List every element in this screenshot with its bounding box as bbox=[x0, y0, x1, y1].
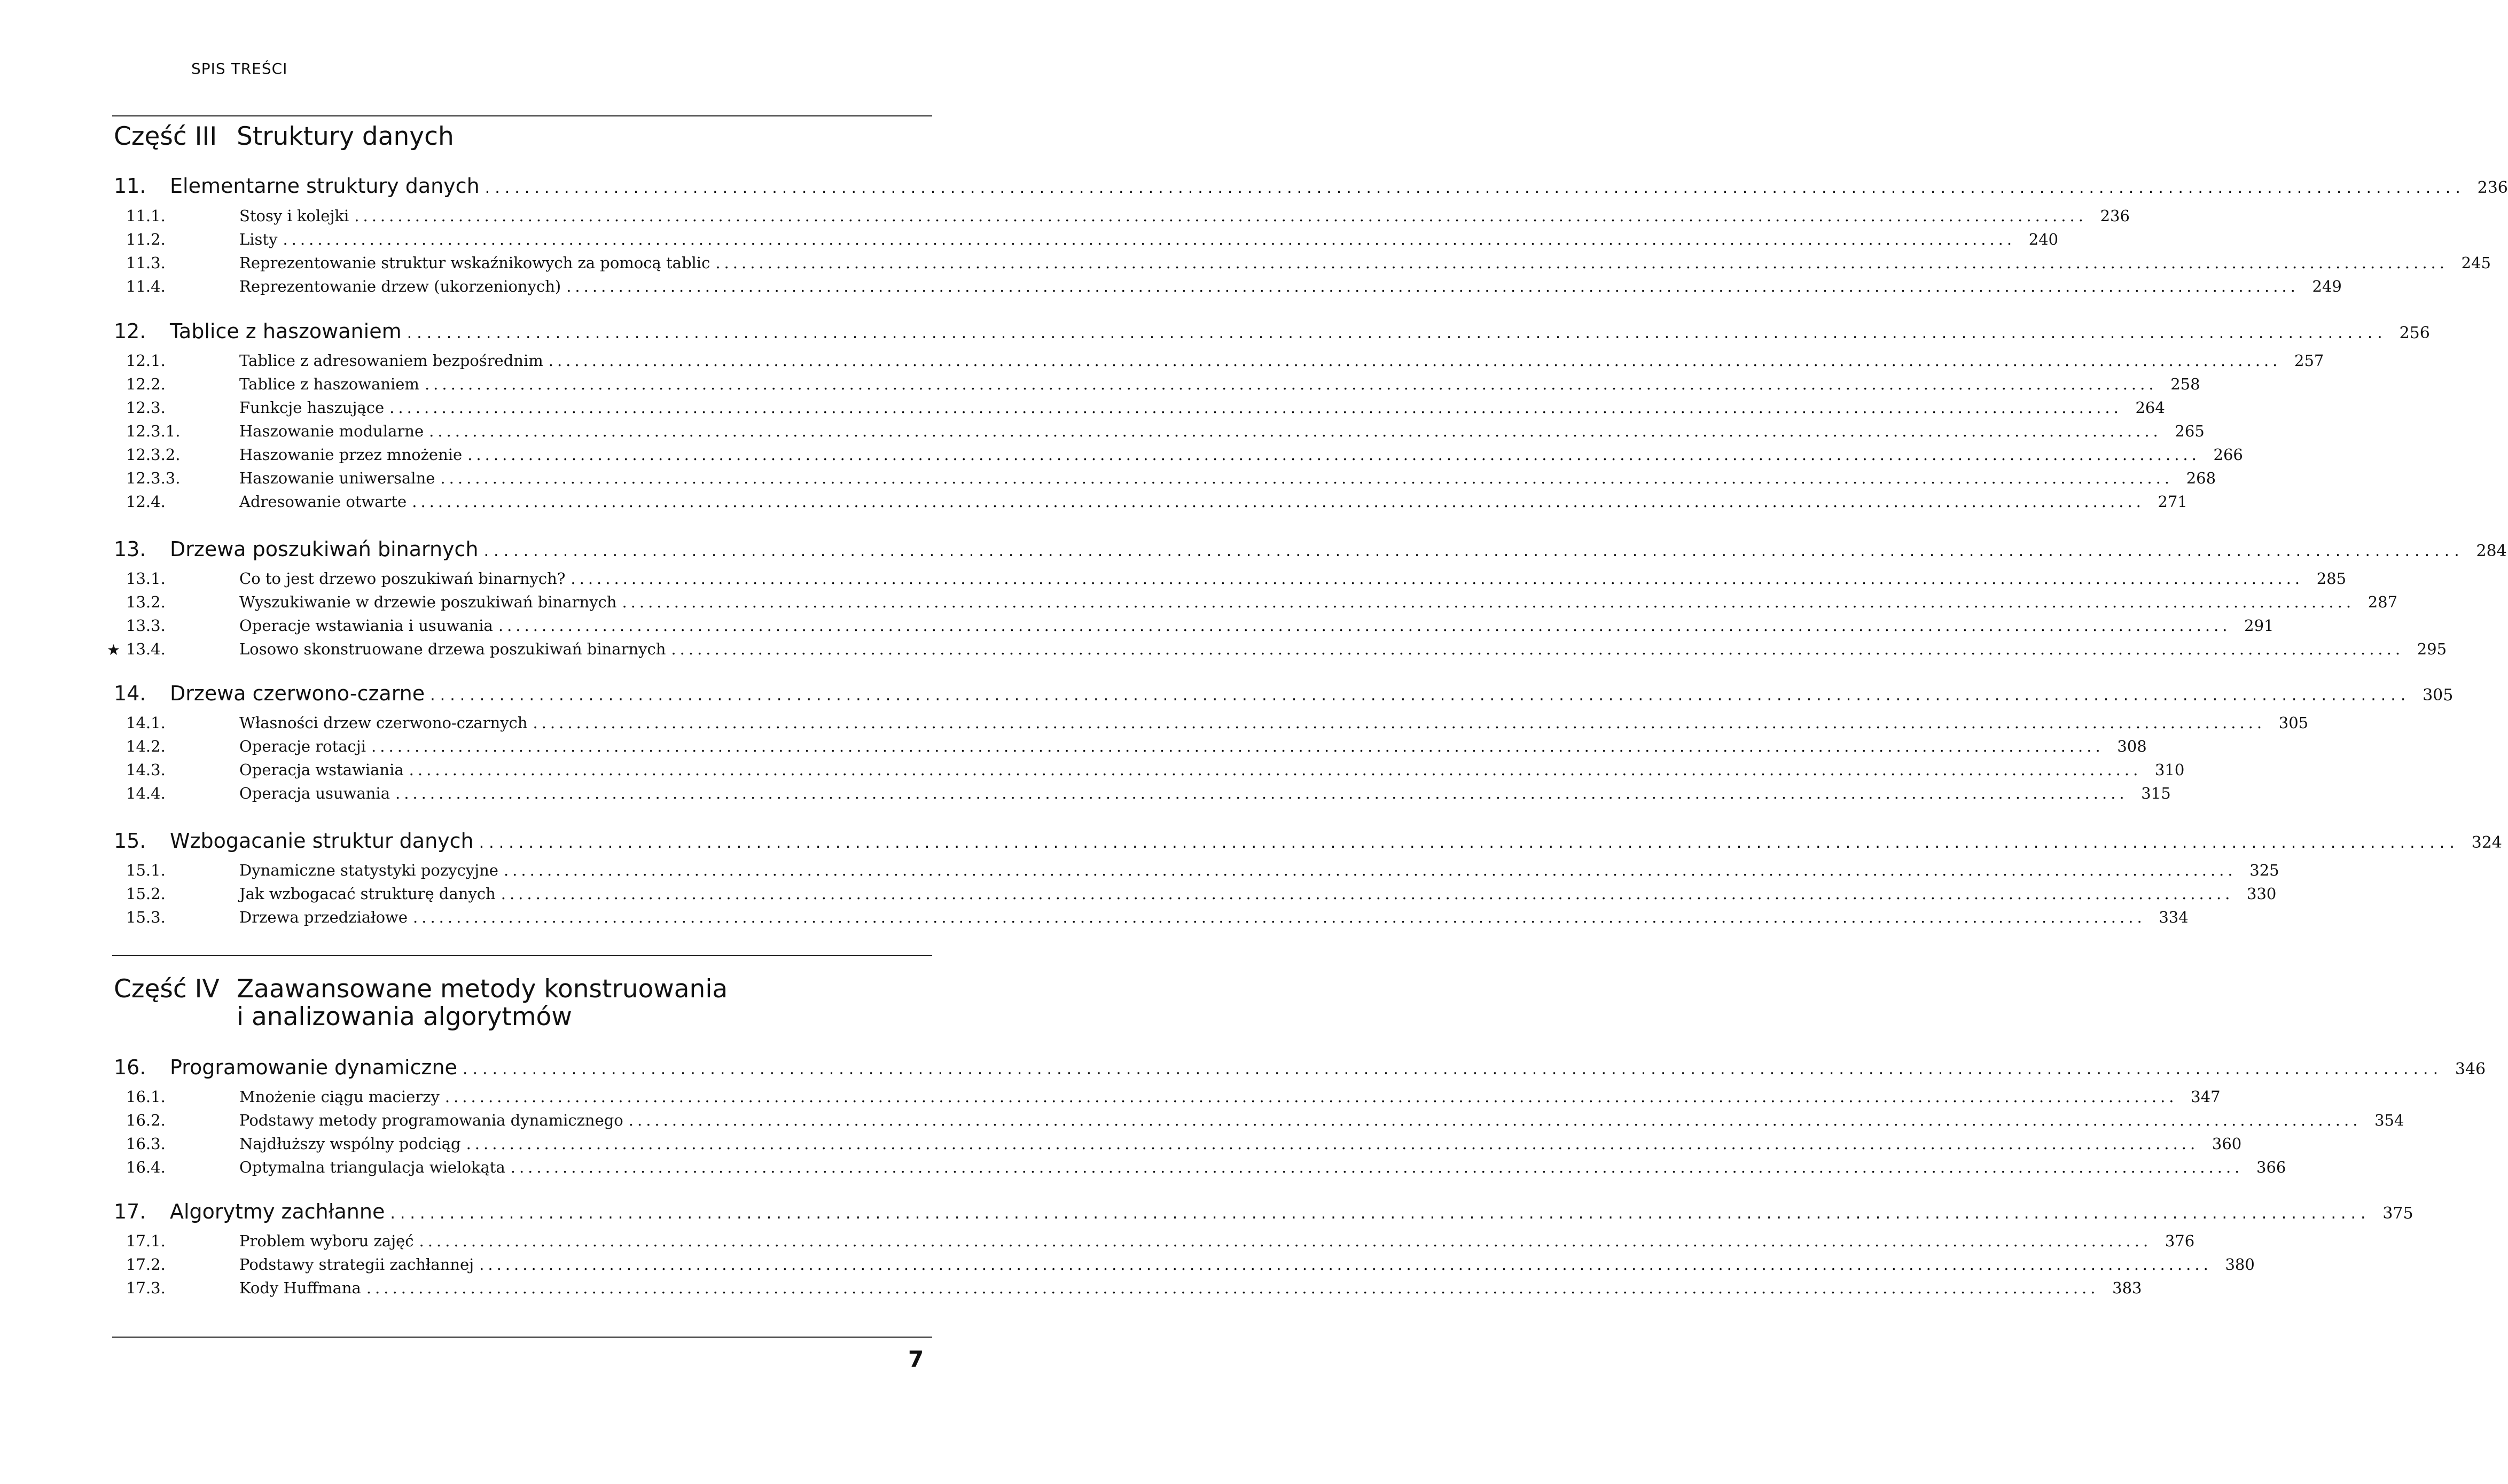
section-number: 12.3.3. bbox=[126, 469, 181, 487]
chapter-number: 15. bbox=[114, 829, 146, 853]
section-title: Optymalna triangulacja wielokąta bbox=[239, 1158, 505, 1176]
toc-section[interactable] bbox=[126, 230, 2059, 254]
section-title: Wyszukiwanie w drzewie poszukiwań binarnych bbox=[239, 593, 617, 611]
toc-section[interactable] bbox=[126, 714, 2309, 737]
chapter-page: 236 bbox=[2477, 178, 2508, 197]
dot-leader: ........................................................................................................................................................................................................ bbox=[501, 885, 2234, 903]
chapter-title: Wzbogacanie struktur danych bbox=[170, 829, 474, 853]
dot-leader: ........................................................................................................................................................................................................ bbox=[409, 761, 2142, 779]
dot-leader: ........................................................................................................................................................................................................ bbox=[371, 737, 2104, 755]
dot-leader: ........................................................................................................................................................................................................ bbox=[366, 1279, 2099, 1297]
section-title: Podstawy strategii zachłannej bbox=[239, 1255, 474, 1274]
chapter-title: Programowanie dynamiczne bbox=[170, 1056, 457, 1079]
part-title-line: Zaawansowane metody konstruowania bbox=[237, 974, 728, 1004]
section-title: Operacja usuwania bbox=[239, 784, 390, 802]
dot-leader: ........................................................................................................................................................................................................ bbox=[413, 908, 2146, 926]
chapter-number: 13. bbox=[114, 537, 146, 561]
dot-leader: ........................................................................................................................................................................................................ bbox=[407, 324, 2387, 342]
chapter-title: Drzewa poszukiwań binarnych bbox=[170, 537, 479, 561]
dot-leader: ........................................................................................................................................................................................................ bbox=[395, 784, 2128, 802]
toc-section[interactable] bbox=[126, 422, 2205, 446]
section-page: 265 bbox=[2175, 422, 2205, 440]
section-page: 291 bbox=[2244, 616, 2274, 635]
chapter-page: 305 bbox=[2423, 686, 2454, 705]
toc-section[interactable] bbox=[126, 885, 2277, 908]
toc-chapter[interactable] bbox=[114, 537, 2507, 561]
section-page: 271 bbox=[2158, 493, 2187, 511]
toc-section[interactable] bbox=[126, 446, 2243, 469]
toc-section[interactable] bbox=[126, 375, 2200, 399]
section-title: Problem wyboru zajęć bbox=[239, 1232, 414, 1250]
toc-section[interactable] bbox=[126, 277, 2342, 301]
toc-section[interactable] bbox=[126, 861, 2279, 885]
section-title: Funkcje haszujące bbox=[239, 399, 385, 417]
section-number: 17.1. bbox=[126, 1232, 166, 1250]
section-page: 380 bbox=[2225, 1255, 2255, 1274]
dot-leader: ........................................................................................................................................................................................................ bbox=[628, 1111, 2362, 1129]
section-number: 14.1. bbox=[126, 714, 166, 732]
section-number: 14.2. bbox=[126, 737, 166, 755]
section-number: 11.4. bbox=[126, 277, 166, 295]
chapter-page: 284 bbox=[2476, 542, 2507, 560]
chapter-page: 324 bbox=[2471, 833, 2502, 852]
section-title: Reprezentowanie struktur wskaźnikowych za pomocą tablic bbox=[239, 254, 710, 272]
toc-chapter[interactable] bbox=[114, 829, 2502, 853]
section-title: Mnożenie ciągu macierzy bbox=[239, 1088, 440, 1106]
dot-leader: ........................................................................................................................................................................................................ bbox=[622, 593, 2355, 611]
section-number: 11.2. bbox=[126, 230, 166, 248]
dot-leader: ........................................................................................................................................................................................................ bbox=[510, 1158, 2244, 1176]
section-number: 12.2. bbox=[126, 375, 166, 393]
toc-section[interactable] bbox=[126, 1135, 2242, 1158]
dot-leader: ........................................................................................................................................................................................................ bbox=[389, 399, 2122, 417]
section-title: Losowo skonstruowane drzewa poszukiwań binarnych bbox=[239, 640, 666, 658]
section-page: 383 bbox=[2112, 1279, 2142, 1297]
section-page: 354 bbox=[2374, 1111, 2404, 1129]
section-page: 315 bbox=[2141, 784, 2171, 802]
section-page: 347 bbox=[2191, 1088, 2221, 1106]
toc-section[interactable] bbox=[126, 207, 2130, 230]
part-title-line: i analizowania algorytmów bbox=[237, 1002, 572, 1032]
dot-leader: ........................................................................................................................................................................................................ bbox=[354, 207, 2087, 225]
toc-section[interactable] bbox=[126, 593, 2398, 616]
section-page: 236 bbox=[2100, 207, 2130, 225]
toc-section[interactable] bbox=[126, 493, 2187, 516]
section-title: Dynamiczne statystyki pozycyjne bbox=[239, 861, 498, 879]
dot-leader: ........................................................................................................................................................................................................ bbox=[429, 422, 2162, 440]
chapter-number: 12. bbox=[114, 319, 146, 343]
section-page: 240 bbox=[2028, 230, 2059, 248]
rule-part-4 bbox=[112, 955, 932, 956]
toc-chapter[interactable] bbox=[114, 682, 2454, 705]
toc-section[interactable] bbox=[126, 399, 2165, 422]
section-title: Drzewa przedziałowe bbox=[239, 908, 408, 926]
dot-leader: ........................................................................................................................................................................................................ bbox=[548, 352, 2282, 370]
section-page: 245 bbox=[2461, 254, 2491, 272]
chapter-title: Drzewa czerwono-czarne bbox=[170, 682, 425, 705]
dot-leader: ........................................................................................................................................................................................................ bbox=[715, 254, 2448, 272]
section-page: 268 bbox=[2186, 469, 2216, 487]
part-3-heading bbox=[114, 123, 454, 151]
toc-section[interactable] bbox=[126, 737, 2147, 761]
section-title: Haszowanie przez mnożenie bbox=[239, 446, 463, 464]
toc-section[interactable] bbox=[126, 1158, 2286, 1182]
section-page: 249 bbox=[2312, 277, 2342, 295]
toc-section[interactable] bbox=[126, 616, 2274, 640]
section-title: Operacja wstawiania bbox=[239, 761, 404, 779]
toc-chapter[interactable] bbox=[114, 1056, 2486, 1079]
dot-leader: ........................................................................................................................................................................................................ bbox=[503, 861, 2237, 879]
dot-leader: ........................................................................................................................................................................................................ bbox=[440, 469, 2174, 487]
dot-leader: ........................................................................................................................................................................................................ bbox=[444, 1088, 2178, 1106]
dot-leader: ........................................................................................................................................................................................................ bbox=[566, 277, 2299, 295]
section-title: Kody Huffmana bbox=[239, 1279, 361, 1297]
section-number-text: 13.4. bbox=[126, 640, 166, 658]
section-number: 13.1. bbox=[126, 569, 166, 588]
section-page: 334 bbox=[2159, 908, 2189, 926]
section-number: 15.3. bbox=[126, 908, 166, 926]
section-number: 11.3. bbox=[126, 254, 166, 272]
section-number: 16.3. bbox=[126, 1135, 166, 1153]
section-title: Tablice z haszowaniem bbox=[239, 375, 419, 393]
section-page: 266 bbox=[2213, 446, 2243, 464]
section-number: 13.3. bbox=[126, 616, 166, 635]
section-title: Tablice z adresowaniem bezpośrednim bbox=[239, 352, 543, 370]
rule-footer bbox=[112, 1337, 932, 1338]
section-page: 376 bbox=[2165, 1232, 2195, 1250]
chapter-number: 14. bbox=[114, 682, 146, 705]
dot-leader: ........................................................................................................................................................................................................ bbox=[498, 616, 2231, 635]
dot-leader: ........................................................................................................................................................................................................ bbox=[533, 714, 2266, 732]
chapter-title: Tablice z haszowaniem bbox=[170, 319, 402, 343]
dot-leader: ........................................................................................................................................................................................................ bbox=[485, 178, 2465, 197]
section-title: Operacje wstawiania i usuwania bbox=[239, 616, 493, 635]
part-label: Część III bbox=[114, 122, 217, 151]
section-page: 366 bbox=[2256, 1158, 2286, 1176]
section-title: Haszowanie modularne bbox=[239, 422, 424, 440]
toc-chapter[interactable] bbox=[114, 1200, 2413, 1223]
toc-section[interactable] bbox=[126, 469, 2216, 493]
section-title: Najdłuższy wspólny podciąg bbox=[239, 1135, 461, 1153]
section-number: 12.1. bbox=[126, 352, 166, 370]
section-number: 16.2. bbox=[126, 1111, 166, 1129]
section-page: 325 bbox=[2249, 861, 2279, 879]
chapter-page: 256 bbox=[2399, 324, 2430, 342]
rule-part-3 bbox=[112, 115, 932, 116]
dot-leader: ........................................................................................................................................................................................................ bbox=[479, 833, 2459, 852]
section-page: 305 bbox=[2278, 714, 2309, 732]
dot-leader: ........................................................................................................................................................................................................ bbox=[430, 686, 2411, 705]
part-label: Część IV bbox=[114, 974, 220, 1004]
toc-section[interactable] bbox=[107, 640, 2447, 663]
section-number: 16.1. bbox=[126, 1088, 166, 1106]
section-number: 14.3. bbox=[126, 761, 166, 779]
section-page: 264 bbox=[2135, 399, 2165, 417]
toc-section[interactable] bbox=[126, 352, 2324, 375]
section-page: 285 bbox=[2316, 569, 2347, 588]
chapter-page: 375 bbox=[2382, 1204, 2413, 1223]
section-page: 295 bbox=[2417, 640, 2447, 658]
chapter-title: Algorytmy zachłanne bbox=[170, 1200, 385, 1223]
dot-leader: ........................................................................................................................................................................................................ bbox=[283, 230, 2016, 248]
dot-leader: ........................................................................................................................................................................................................ bbox=[419, 1232, 2152, 1250]
section-title: Haszowanie uniwersalne bbox=[239, 469, 435, 487]
section-page: 258 bbox=[2170, 375, 2200, 393]
section-page: 360 bbox=[2212, 1135, 2242, 1153]
toc-section[interactable] bbox=[126, 1255, 2255, 1279]
toc-chapter[interactable] bbox=[114, 319, 2430, 343]
toc-section[interactable] bbox=[126, 784, 2171, 808]
section-number: 13.2. bbox=[126, 593, 166, 611]
page-number: 7 bbox=[908, 1346, 924, 1372]
part-4-heading bbox=[114, 975, 728, 1031]
section-number: 11.1. bbox=[126, 207, 166, 225]
dot-leader: ........................................................................................................................................................................................................ bbox=[424, 375, 2158, 393]
section-number: 12.4. bbox=[126, 493, 166, 511]
dot-leader: ........................................................................................................................................................................................................ bbox=[479, 1255, 2212, 1274]
chapter-number: 11. bbox=[114, 174, 146, 198]
part-title-line: Struktury danych bbox=[237, 122, 454, 151]
dot-leader: ........................................................................................................................................................................................................ bbox=[466, 1135, 2199, 1153]
section-page: 308 bbox=[2117, 737, 2147, 755]
section-page: 330 bbox=[2247, 885, 2277, 903]
section-number: 17.3. bbox=[126, 1279, 166, 1297]
toc-section[interactable] bbox=[126, 254, 2491, 277]
section-title: Operacje rotacji bbox=[239, 737, 366, 755]
section-title: Reprezentowanie drzew (ukorzenionych) bbox=[239, 277, 561, 295]
toc-chapter[interactable] bbox=[114, 174, 2508, 198]
section-title: Adresowanie otwarte bbox=[239, 493, 407, 511]
chapter-page: 346 bbox=[2455, 1060, 2486, 1079]
section-title: Co to jest drzewo poszukiwań binarnych? bbox=[239, 569, 566, 588]
toc-section[interactable] bbox=[126, 1279, 2142, 1302]
running-header: SPIS TREŚCI bbox=[191, 60, 288, 77]
star-icon: ★ bbox=[107, 641, 121, 659]
section-number: 17.2. bbox=[126, 1255, 166, 1274]
section-title: Podstawy metody programowania dynamicznego bbox=[239, 1111, 623, 1129]
dot-leader: ........................................................................................................................................................................................................ bbox=[390, 1204, 2371, 1223]
toc-section[interactable] bbox=[126, 908, 2189, 932]
toc-section[interactable] bbox=[126, 569, 2347, 593]
section-title: Własności drzew czerwono-czarnych bbox=[239, 714, 528, 732]
toc-section[interactable] bbox=[126, 761, 2185, 784]
section-number: 12.3.1. bbox=[126, 422, 181, 440]
toc-section[interactable] bbox=[126, 1232, 2195, 1255]
section-number: 12.3. bbox=[126, 399, 166, 417]
section-number: 15.2. bbox=[126, 885, 166, 903]
section-number: 16.4. bbox=[126, 1158, 166, 1176]
section-number: 12.3.2. bbox=[126, 446, 181, 464]
toc-section[interactable] bbox=[126, 1088, 2221, 1111]
chapter-title: Elementarne struktury danych bbox=[170, 174, 480, 198]
chapter-number: 16. bbox=[114, 1056, 146, 1079]
section-title: Listy bbox=[239, 230, 278, 248]
section-title: Jak wzbogacać strukturę danych bbox=[239, 885, 496, 903]
dot-leader: ........................................................................................................................................................................................................ bbox=[671, 640, 2404, 658]
section-number bbox=[107, 640, 239, 659]
dot-leader: ........................................................................................................................................................................................................ bbox=[462, 1060, 2443, 1079]
section-page: 257 bbox=[2294, 352, 2324, 370]
section-number: 15.1. bbox=[126, 861, 166, 879]
section-page: 287 bbox=[2368, 593, 2398, 611]
dot-leader: ........................................................................................................................................................................................................ bbox=[571, 569, 2304, 588]
dot-leader: ........................................................................................................................................................................................................ bbox=[483, 542, 2464, 560]
dot-leader: ........................................................................................................................................................................................................ bbox=[412, 493, 2145, 511]
section-number: 14.4. bbox=[126, 784, 166, 802]
toc-section[interactable] bbox=[126, 1111, 2404, 1135]
section-page: 310 bbox=[2154, 761, 2185, 779]
dot-leader: ........................................................................................................................................................................................................ bbox=[467, 446, 2200, 464]
section-title: Stosy i kolejki bbox=[239, 207, 349, 225]
chapter-number: 17. bbox=[114, 1200, 146, 1223]
